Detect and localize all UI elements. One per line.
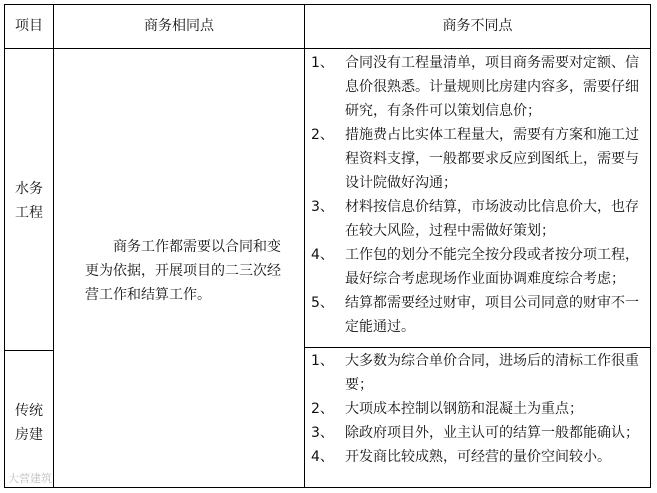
common-points: 商务工作都需要以合同和变更为依据，开展项目的二三次经营工作和结算工作。 bbox=[85, 239, 281, 303]
list-item bbox=[305, 397, 647, 421]
item-number: 4、 bbox=[311, 449, 334, 465]
item-text: 除政府项目外，业主认可的结算一般都能确认； bbox=[345, 425, 639, 441]
list-item bbox=[305, 195, 647, 243]
list-item bbox=[305, 123, 647, 195]
diff-list-building bbox=[305, 349, 647, 469]
item-text: 工作包的划分不能完全按分段或者按分项工程，最好综合考虑现场作业面协调难度综合考虑； bbox=[345, 247, 639, 287]
header-diff: 商务不同点 bbox=[442, 18, 513, 34]
header-same: 商务相同点 bbox=[144, 18, 214, 34]
list-item bbox=[305, 349, 647, 397]
item-text: 结算都需要经过财审，项目公司同意的财审不一定能通过。 bbox=[345, 295, 639, 335]
item-number: 2、 bbox=[311, 127, 334, 143]
item-text: 大多数为综合单价合同，进场后的清标工作很重要； bbox=[345, 353, 639, 393]
item-number: 5、 bbox=[311, 295, 334, 311]
category-building: 传统房建 bbox=[15, 403, 43, 443]
item-text: 材料按信息价结算，市场波动比信息价大，也存在较大风险，过程中需做好策划； bbox=[345, 199, 639, 239]
item-text: 措施费占比实体工程量大，需要有方案和施工过程资料支撑，一般都要求反应到图纸上，需要与设计院做好沟通； bbox=[345, 127, 639, 191]
item-text: 合同没有工程量清单，项目商务需要对定额、信息价很熟悉。计量规则比房建内容多，需要仔细研究，有条件可以策划信息价； bbox=[345, 55, 639, 119]
diff-list-water bbox=[305, 51, 647, 339]
list-item bbox=[305, 445, 647, 469]
header-item: 项目 bbox=[15, 18, 43, 34]
list-item bbox=[305, 421, 647, 445]
item-text: 大项成本控制以钢筋和混凝土为重点； bbox=[345, 401, 583, 417]
row-divider-right bbox=[304, 347, 650, 348]
list-item bbox=[305, 51, 647, 123]
header-divider bbox=[5, 48, 650, 49]
item-number: 1、 bbox=[311, 353, 334, 369]
watermark: 大营建筑 bbox=[8, 472, 52, 485]
item-number: 2、 bbox=[311, 401, 334, 417]
col-divider-1 bbox=[53, 5, 54, 487]
row-divider-left bbox=[5, 350, 53, 351]
item-number: 1、 bbox=[311, 55, 334, 71]
category-water: 水务工程 bbox=[15, 181, 43, 221]
item-number: 3、 bbox=[311, 425, 334, 441]
list-item bbox=[305, 243, 647, 291]
list-item bbox=[305, 291, 647, 339]
comparison-table bbox=[4, 4, 651, 488]
item-text: 开发商比较成熟，可经营的量价空间较小。 bbox=[345, 449, 611, 465]
item-number: 4、 bbox=[311, 247, 334, 263]
item-number: 3、 bbox=[311, 199, 334, 215]
